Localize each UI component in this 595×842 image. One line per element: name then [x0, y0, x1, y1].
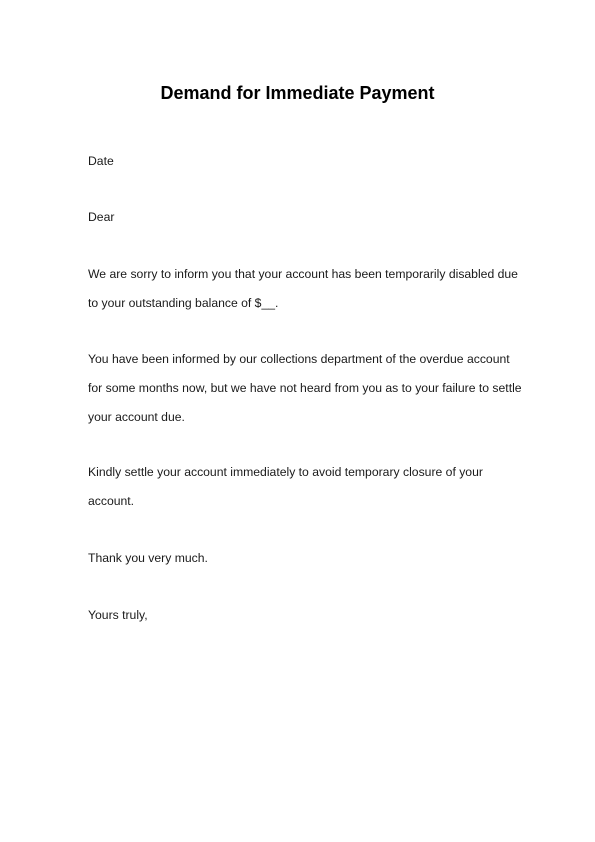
paragraph-2: [88, 351, 522, 438]
paragraph-line: your account due.: [88, 410, 185, 424]
date-line: [88, 153, 518, 182]
paragraph-line: for some months now, but we have not heard from you as to your failure to settle: [88, 381, 522, 395]
salutation-line: [88, 209, 518, 238]
thanks-text: Thank you very much.: [88, 551, 208, 565]
paragraph-line: to your outstanding balance of $__.: [88, 296, 279, 310]
document-title: Demand for Immediate Payment: [160, 83, 435, 103]
salutation: Dear: [88, 210, 115, 224]
paragraph-1: [88, 266, 518, 324]
closing-line: [88, 607, 518, 636]
paragraph-line: Kindly settle your account immediately to avoid temporary closure of your: [88, 465, 483, 479]
thanks-line: [88, 550, 518, 579]
closing-text: Yours truly,: [88, 608, 148, 622]
paragraph-line: account.: [88, 494, 135, 508]
paragraph-line: We are sorry to inform you that your account has been temporarily disabled due: [88, 267, 518, 281]
date-label: Date: [88, 154, 114, 168]
paragraph-3: [88, 464, 518, 522]
paragraph-line: You have been informed by our collections department of the overdue account: [88, 352, 510, 366]
